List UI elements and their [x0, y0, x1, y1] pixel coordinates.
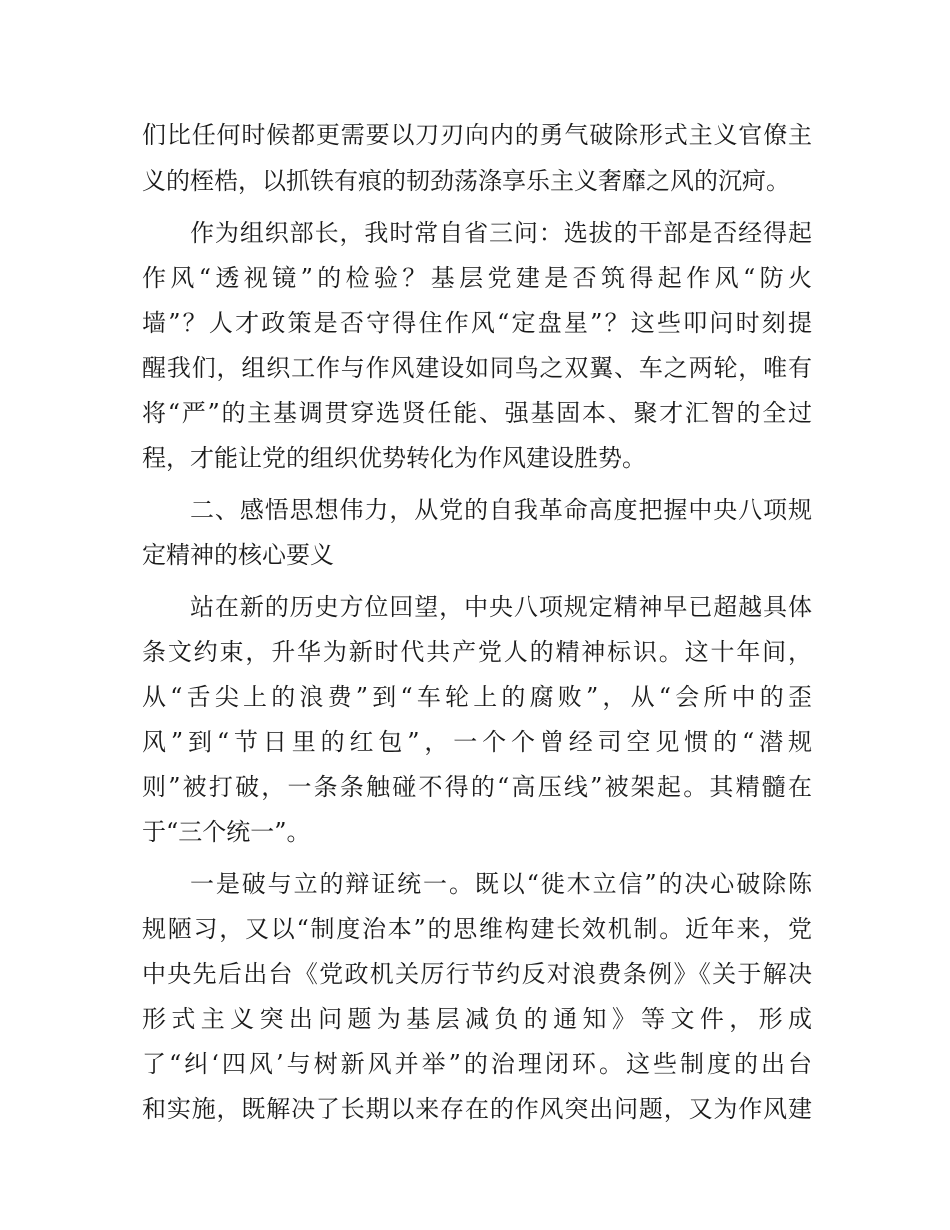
paragraph-line: 风”到“节日里的红包”，一个个曾经司空见惯的“潜规 — [142, 728, 812, 756]
paragraph-line: 了“纠‘四风’与树新风并举”的治理闭环。这些制度的出台 — [142, 1050, 812, 1078]
section-heading-line: 二、感悟思想伟力，从党的自我革命高度把握中央八项规 — [190, 496, 812, 524]
paragraph-line: 程，才能让党的组织优势转化为作风建设胜势。 — [142, 444, 646, 472]
paragraph-line: 于“三个统一”。 — [142, 818, 311, 846]
paragraph-line: 从“舌尖上的浪费”到“车轮上的腐败”，从“会所中的歪 — [142, 683, 812, 711]
paragraph-line: 将“严”的主基调贯穿选贤任能、强基固本、聚才汇智的全过 — [142, 399, 812, 427]
paragraph-line: 们比任何时候都更需要以刀刃向内的勇气破除形式主义官僚主 — [142, 121, 812, 149]
paragraph-line: 作为组织部长，我时常自省三问：选拔的干部是否经得起 — [190, 219, 812, 247]
paragraph-line: 形式主义突出问题为基层减负的通知》等文件，形成 — [142, 1005, 812, 1033]
paragraph-line: 条文约束，升华为新时代共产党人的精神标识。这十年间， — [142, 638, 812, 666]
paragraph-line: 规陋习，又以“制度治本”的思维构建长效机制。近年来，党 — [142, 915, 812, 943]
paragraph-line: 义的桎梏，以抓铁有痕的韧劲荡涤享乐主义奢靡之风的沉疴。 — [142, 167, 790, 195]
section-heading-line: 定精神的核心要义 — [142, 541, 334, 569]
paragraph-line: 一是破与立的辩证统一。既以“徙木立信”的决心破除陈 — [190, 870, 812, 898]
paragraph-line: 墙”？人才政策是否守得住作风“定盘星”？这些叩问时刻提 — [142, 309, 812, 337]
paragraph-line: 作风“透视镜”的检验？基层党建是否筑得起作风“防火 — [142, 264, 812, 292]
paragraph-line: 站在新的历史方位回望，中央八项规定精神早已超越具体 — [190, 593, 812, 621]
paragraph-line: 醒我们，组织工作与作风建设如同鸟之双翼、车之两轮，唯有 — [142, 354, 812, 382]
paragraph-line: 则”被打破，一条条触碰不得的“高压线”被架起。其精髓在 — [142, 773, 812, 801]
paragraph-line: 中央先后出台《党政机关厉行节约反对浪费条例》《关于解决 — [142, 960, 812, 988]
paragraph-line: 和实施，既解决了长期以来存在的作风突出问题，又为作风建 — [142, 1095, 812, 1123]
